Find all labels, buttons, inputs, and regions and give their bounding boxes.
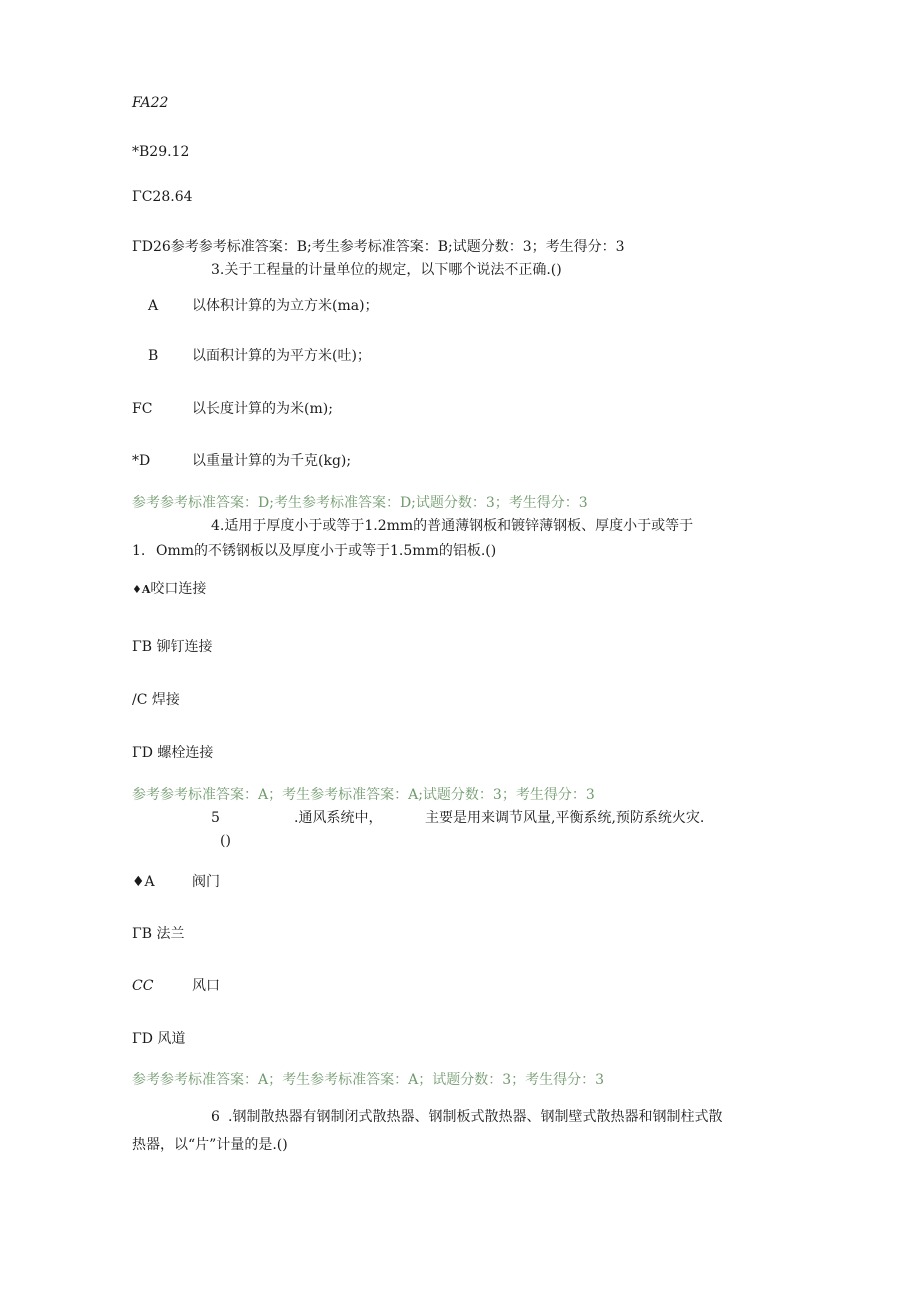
q5-stem-paren: () [220,833,231,849]
q5-option-b-text: 法兰 [156,926,185,942]
q3-option-d-text: 以重量计算的为千克(kg); [192,453,352,469]
q5-stem-b: 主要是用来调节风量,平衡系统,预防系统火灾. [425,810,705,826]
q3-answer: 参考参考标准答案：D;考生参考标准答案：D;试题分数：3；考生得分：3 [132,495,588,511]
q3-option-a-marker: A [148,298,159,314]
q4-stem-line2: Omm的不锈钢板以及厚度小于或等于1.5mm的铝板.() [156,543,497,559]
q4-option-d-text: 螺栓连接 [157,745,214,761]
q3-option-b-text: 以面积计算的为平方米(吐)； [192,348,371,364]
q3-option-c-text: 以长度计算的为米(m); [192,401,333,417]
q5-option-d-text: 风道 [157,1031,186,1047]
q5-stem-a: .通风系统中， [294,810,383,826]
q3-option-b-marker: B [148,348,159,364]
q2-option-d-with-answer: ΓD26参考参考标准答案：B;考生参考标准答案：B;试题分数：3；考生得分：3 [132,239,625,255]
q6-stem-line2: 热器，以“片”计量的是.() [132,1137,288,1153]
q5-option-d [132,1030,185,1048]
q5-option-c-marker: CC [132,978,154,994]
q4-stem-line1: 4.适用于厚度小于或等于1.2mm的普通薄钢板和镀锌薄钢板、厚度小于或等于 [211,518,694,534]
q3-option-a-text: 以体积计算的为立方米(ma)； [192,298,379,314]
q3-stem: 3.关于工程量的计量单位的规定，以下哪个说法不正确.() [211,262,562,278]
q4-option-a-marker: ♦A [132,583,151,596]
q5-number: 5 [211,810,220,826]
q2-option-b: *B29.12 [132,144,190,160]
q5-option-b-marker: ΓB [132,926,153,942]
q2-option-c: ΓC28.64 [132,189,193,205]
q3-option-d-marker: *D [132,453,151,469]
q2-option-a: FA22 [132,95,169,111]
q4-option-b-text: 铆钉连接 [156,639,213,655]
q4-option-b [132,638,212,656]
q4-option-c-marker: /C [132,692,148,708]
q4-option-c-text: 焊接 [151,692,180,708]
q4-option-d-marker: ΓD [132,745,153,761]
q3-option-c-marker: FC [132,401,153,417]
q6-stem-line1: .钢制散热器有钢制闭式散热器、钢制板式散热器、钢制壁式散热器和钢制柱式散 [228,1109,723,1125]
q5-option-c-text: 风口 [192,978,220,994]
q4-option-d [132,744,213,762]
q4-option-b-marker: ΓB [132,639,153,655]
q4-option-a [132,580,206,599]
q5-option-a-text: 阀门 [192,874,220,890]
q4-stem-number: 1. [132,543,146,559]
q4-option-c [132,691,180,709]
q5-option-a-marker: ♦A [132,874,155,890]
q4-option-a-text: 咬口连接 [150,581,207,597]
q5-option-d-marker: ΓD [132,1031,153,1047]
q5-option-b [132,925,184,943]
q4-answer: 参考参考标准答案：A；考生参考标准答案：A;试题分数：3；考生得分：3 [132,787,595,803]
q6-number: 6 [211,1109,220,1125]
q5-answer: 参考参考标准答案：A；考生参考标准答案：A；试题分数：3；考生得分：3 [132,1072,605,1088]
